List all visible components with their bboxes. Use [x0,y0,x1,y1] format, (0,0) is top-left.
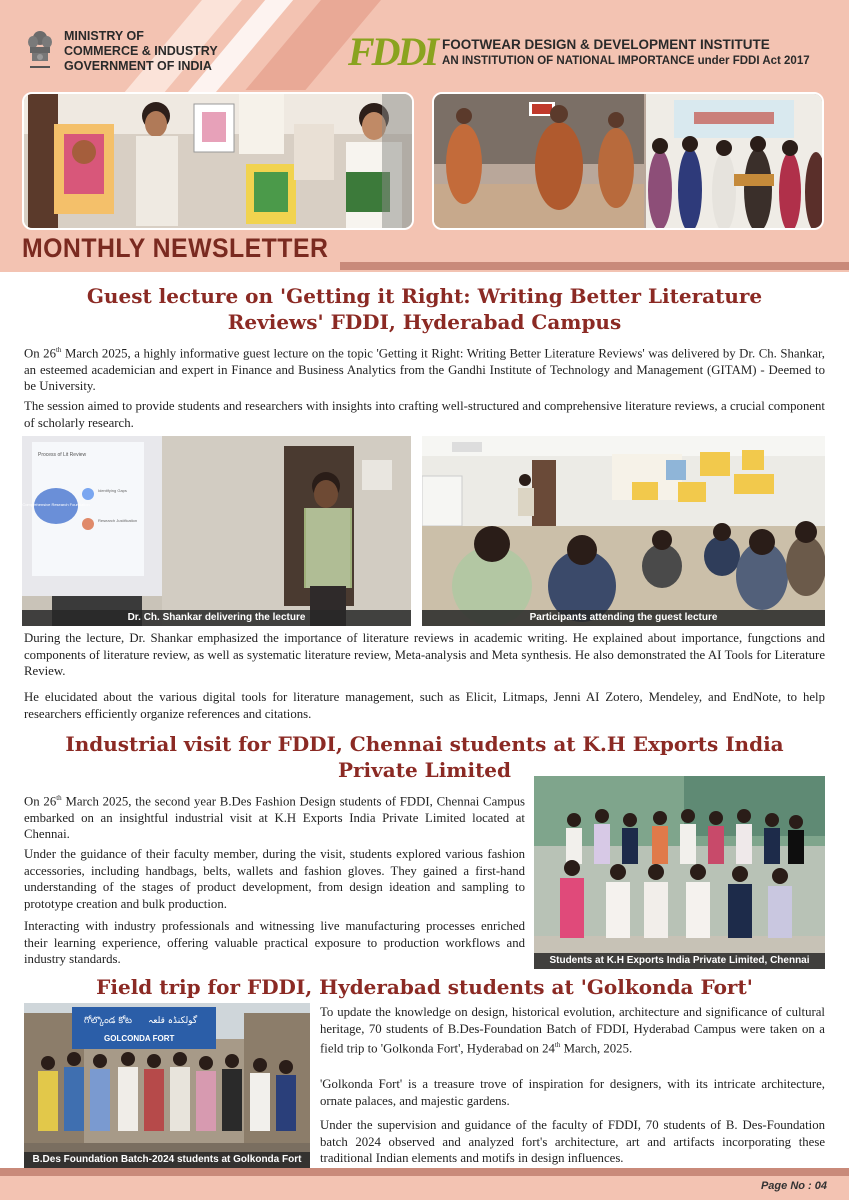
photo-caption: Students at K.H Exports India Private Limited, Chennai [534,953,825,969]
article-paragraph: The session aimed to provide students and researchers with insights into crafting well-structured and comprehensive literature reviews, a crucial component of scholarly research. [24,399,825,430]
banner-divider [340,262,849,270]
institute-name: FOOTWEAR DESIGN & DEVELOPMENT INSTITUTE [442,36,770,52]
page-number: Page No : 04 [760,1180,827,1192]
photo-caption: B.Des Foundation Batch-2024 students at Golkonda Fort [24,1152,310,1168]
superscript: th [554,1041,561,1049]
photo-caption: Dr. Ch. Shankar delivering the lecture [22,610,411,626]
newsletter-title: MONTHLY NEWSLETTER [22,233,329,263]
article-paragraph [24,342,825,395]
article-title [24,283,825,335]
header-photo-art-exhibition [22,92,414,230]
paragraph-text: March, 2025. [560,1041,633,1056]
fort-sign-text: GOLCONDA FORT [104,1034,175,1043]
article-paragraph [24,790,525,843]
superscript: th [56,794,62,802]
fddi-brand [348,29,810,74]
article-paragraph: Interacting with industry professionals and witnessing live manufacturing processes enriched their learning experience, offering valuable practical exposure to production workflows and industry standards. [24,919,525,966]
article-paragraph: During the lecture, Dr. Shankar emphasized the importance of literature reviews in academic writing. He explained about importance, fungctions and components of literature review, as well as systematic literature review, Meta-analysis and Meta synthesis. He also demonstrated the AI Tools for Literature Review. [24,631,825,678]
ministry-line: MINISTRY OF [64,28,144,43]
ministry-line: COMMERCE & INDUSTRY [64,43,218,58]
article-title-line: Guest lecture on 'Getting it Right: Writing Better Literature [86,284,763,308]
national-emblem-icon [24,28,56,74]
paragraph-text: On 26 [24,794,57,809]
article-paragraph: Under the supervision and guidance of the faculty of FDDI, 70 students of B. Des-Foundation batch 2024 observed and analyzed fort's architecture, art and artifacts incorporating these traditional Indian elements and motifs in design influences. [320,1118,825,1165]
photo-golkonda-fort-group [24,1003,310,1168]
photo-lecture-speaker [22,436,411,626]
slide-heading: Process of Lit Review [38,452,87,458]
superscript: th [55,346,62,354]
fddi-logo: FDDI [348,29,437,74]
article-title-line: Private Limited [337,758,512,782]
paragraph-text: On 26 [24,346,56,361]
ministry-text [64,29,218,74]
slide-bubble-label: Comprehensive Research Foundation [22,502,90,507]
article-paragraph [320,1004,825,1057]
photo-caption: Participants attending the guest lecture [422,610,825,626]
footer-band [0,1176,849,1200]
ministry-block [24,28,218,74]
slide-item: Identifying Gaps [98,488,127,493]
article-paragraph: 'Golkonda Fort' is a treasure trove of inspiration for designers, with its intricate architecture, ornate palaces, and majestic gardens. [320,1077,825,1108]
fddi-text [442,36,810,69]
institute-tagline: AN INSTITUTION OF NATIONAL IMPORTANCE under FDDI Act 2017 [442,54,810,67]
article-paragraph: Under the guidance of their faculty member, during the visit, students explored various fashion accessories, including handbags, belts, wallets and fashion gloves. They gained a first-hand understanding of the stages of product development, from design ideation and sampling to prototype creation and bulk production. [24,847,525,911]
article-title-line: Industrial visit for FDDI, Chennai students at K.H Exports India [65,732,784,756]
header-photo-cultural-event [432,92,824,230]
photo-lecture-participants [422,436,825,626]
paragraph-text: March 2025, a highly informative guest lecture on the topic 'Getting it Right: Writing Better Literature Reviews' was delivered by Dr. Ch. Shankar, an esteemed academician and expert in Finance and Business Analytics from the Gandhi Institute of Technology and Management (GITAM) - Deemed to be University. [24,346,825,394]
fort-sign-text: గోల్కొండ కోట [84,1016,132,1026]
footer-divider [0,1168,849,1176]
article-title-line: Reviews' FDDI, Hyderabad Campus [227,310,622,334]
article-paragraph: He elucidated about the various digital tools for literature management, such as Elicit, Litmaps, Jenni AI Zotero, Mendeley, and EndNote, to help researchers efficiently organize references and citations. [24,690,825,721]
ministry-line: GOVERNMENT OF INDIA [64,58,212,73]
article-title: Field trip for FDDI, Hyderabad students at 'Golkonda Fort' [96,975,753,999]
slide-item: Research Justification [98,518,138,523]
paragraph-text: To update the knowledge on design, historical evolution, architecture and significance of cultural heritage, 70 students of B.Des-Foundation Batch of FDDI, Hyderabad Campus were taken on a field trip to 'Golkonda Fort', Hyderabad on 24 [320,1005,825,1056]
paragraph-text: March 2025, the second year B.Des Fashion Design students of FDDI, Chennai Campus embarked on an insightful industrial visit at K.H Exports India Private Limited located at Chennai. [24,794,525,842]
photo-kh-exports-group [534,776,825,969]
fort-sign-text: گولکنڈہ قلعہ [148,1016,198,1026]
